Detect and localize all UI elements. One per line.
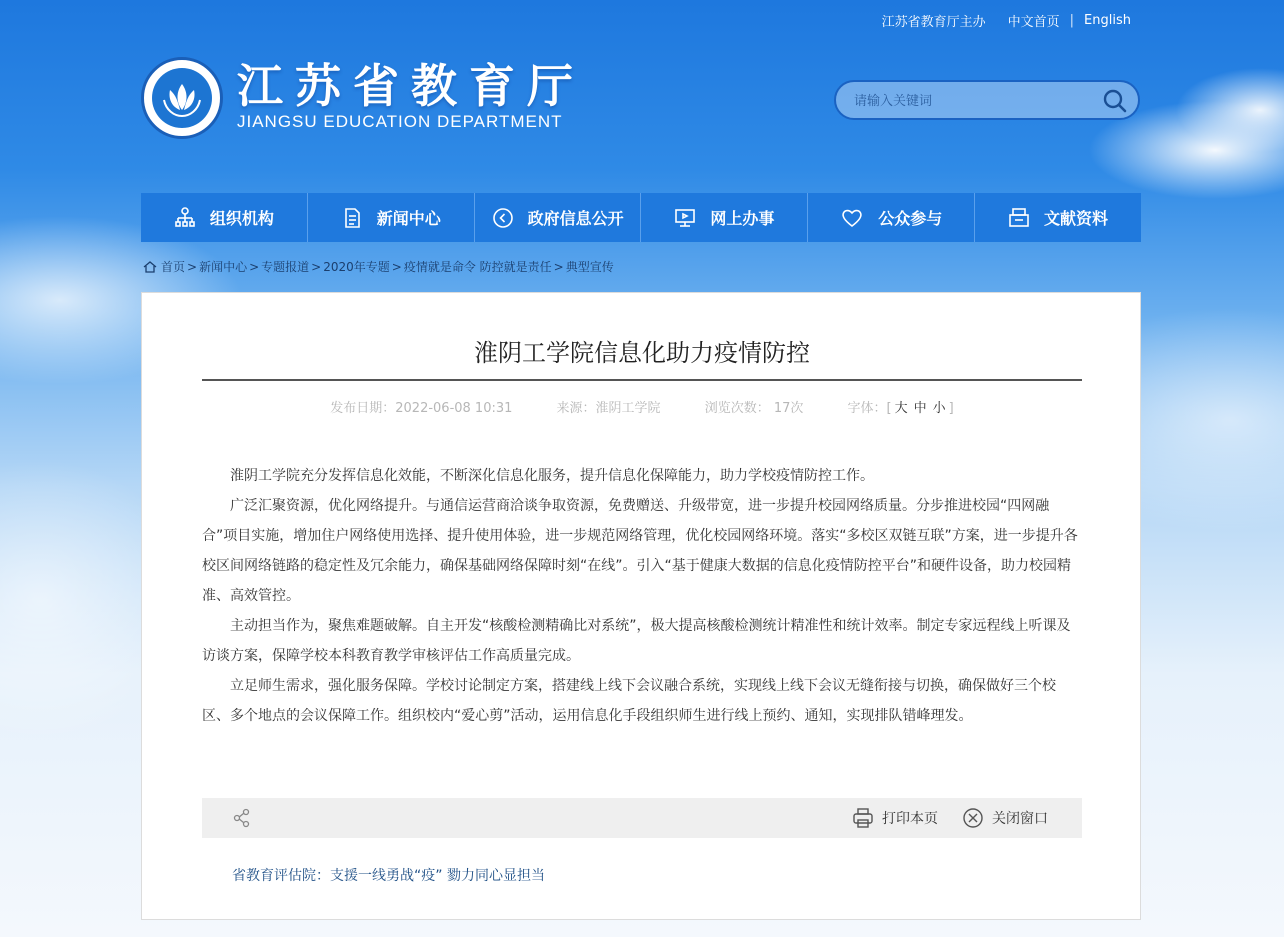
breadcrumb-separator: >	[187, 259, 198, 274]
article-paragraph: 淮阴工学院充分发挥信息化效能，不断深化信息化服务，提升信息化保障能力，助力学校疫情防控工作。	[230, 468, 874, 484]
breadcrumb-item[interactable]: 疫情就是命令 防控就是责任	[403, 260, 552, 274]
view-count: 浏览次数： 17次	[704, 401, 804, 416]
circle-play-icon	[492, 207, 514, 229]
article-paragraph: 广泛汇聚资源，优化网络提升。与通信运营商洽谈争取资源，免费赠送、升级带宽，进一步提升校园网络质量。分步推进校园“四网融合”项目实施，增加住户网络使用选择、提升使用体验，进一步规范网络管理，优化校园网络环境。落实“多校区双链互联”方案，进一步提升各校区间网络链路的稳定性及冗余能力，确保基础网络保障时刻“在线”。引入“基于健康大数据的信息化疫情防控平台”和硬件设备，助力校园精准、高效管控。	[202, 498, 1078, 604]
title-divider	[202, 379, 1082, 381]
main-nav	[141, 193, 1141, 242]
font-small-button[interactable]: 小	[932, 401, 946, 416]
breadcrumb-item[interactable]: 专题报道	[261, 260, 310, 274]
print-label: 打印本页	[882, 811, 938, 827]
document-icon	[341, 207, 363, 229]
close-circle-icon	[962, 807, 984, 829]
article-toolbar	[202, 798, 1082, 838]
breadcrumb-item[interactable]: 典型宣传	[565, 260, 614, 274]
breadcrumb-separator: >	[553, 259, 564, 274]
breadcrumb-item[interactable]: 首页	[161, 260, 186, 274]
breadcrumb-item[interactable]: 2020年专题	[323, 260, 390, 274]
print-button[interactable]	[852, 807, 938, 829]
nav-item-documents[interactable]	[975, 193, 1141, 242]
logo-title-cn: 江苏省教育厅	[237, 59, 585, 113]
article-source: 来源：淮阴工学院	[556, 401, 661, 416]
home-icon	[143, 261, 157, 273]
font-bracket-close: ]	[948, 401, 954, 416]
breadcrumb-separator: >	[391, 259, 402, 274]
nav-item-organization[interactable]	[141, 193, 308, 242]
font-size-switch	[848, 401, 954, 416]
related-article-link[interactable]: 省教育评估院：支援一线勇战“疫” 勠力同心显担当	[232, 868, 545, 884]
nav-item-gov-info[interactable]	[475, 193, 642, 242]
site-logo[interactable]	[141, 57, 585, 139]
logo-title-en: JIANGSU EDUCATION DEPARTMENT	[237, 112, 563, 131]
top-links	[882, 11, 1131, 30]
article-paragraph: 立足师生需求，强化服务保障。学校讨论制定方案，搭建线上线下会议融合系统，实现线上线下会议无缝衔接与切换，确保做好三个校区、多个地点的会议保障工作。组织校内“爱心剪”活动，运用信息化手段组织师生进行线上预约、通知，实现排队错峰理发。	[202, 678, 1056, 724]
font-large-button[interactable]: 大	[894, 401, 908, 416]
breadcrumb-item[interactable]: 新闻中心	[199, 260, 248, 274]
heart-icon	[840, 207, 864, 229]
english-link[interactable]: English	[1084, 13, 1131, 28]
article-body	[202, 461, 1082, 731]
article-title: 淮阴工学院信息化助力疫情防控	[474, 339, 810, 367]
nav-label: 公众参与	[878, 209, 943, 228]
nav-label: 文献资料	[1044, 209, 1109, 228]
close-window-button[interactable]	[962, 807, 1048, 829]
search-icon[interactable]	[1102, 88, 1128, 114]
share-icon[interactable]	[232, 808, 252, 832]
emblem-icon	[141, 57, 223, 139]
host-link[interactable]: 江苏省教育厅主办	[881, 15, 986, 30]
publish-date: 发布日期：2022-06-08 10:31	[330, 401, 513, 416]
chinese-home-link[interactable]: 中文首页	[1007, 15, 1060, 30]
top-link-separator: |	[1069, 13, 1075, 28]
search-input[interactable]	[852, 91, 1096, 111]
nav-label: 组织机构	[209, 209, 274, 228]
archive-icon	[1008, 207, 1030, 229]
search-box	[834, 80, 1140, 120]
monitor-icon	[674, 207, 696, 229]
font-bracket-open: [	[886, 401, 892, 416]
nav-label: 网上办事	[710, 209, 775, 228]
nav-item-public-participation[interactable]	[808, 193, 975, 242]
breadcrumb-separator: >	[249, 259, 260, 274]
article-card	[141, 292, 1141, 920]
nav-label: 政府信息公开	[527, 209, 624, 228]
close-window-label: 关闭窗口	[992, 811, 1048, 827]
nav-item-news[interactable]	[308, 193, 475, 242]
nav-item-online-service[interactable]	[641, 193, 808, 242]
font-size-label: 字体：	[847, 401, 887, 416]
org-chart-icon	[174, 207, 196, 229]
nav-label: 新闻中心	[376, 209, 441, 228]
printer-icon	[852, 807, 874, 829]
breadcrumb-separator: >	[311, 259, 322, 274]
font-medium-button[interactable]: 中	[913, 401, 927, 416]
article-paragraph: 主动担当作为，聚焦难题破解。自主开发“核酸检测精确比对系统”，极大提高核酸检测统计精准性和统计效率。制定专家远程线上听课及访谈方案，保障学校本科教育教学审核评估工作高质量完成。	[202, 618, 1071, 664]
breadcrumb	[143, 258, 614, 275]
article-meta	[202, 397, 1082, 416]
